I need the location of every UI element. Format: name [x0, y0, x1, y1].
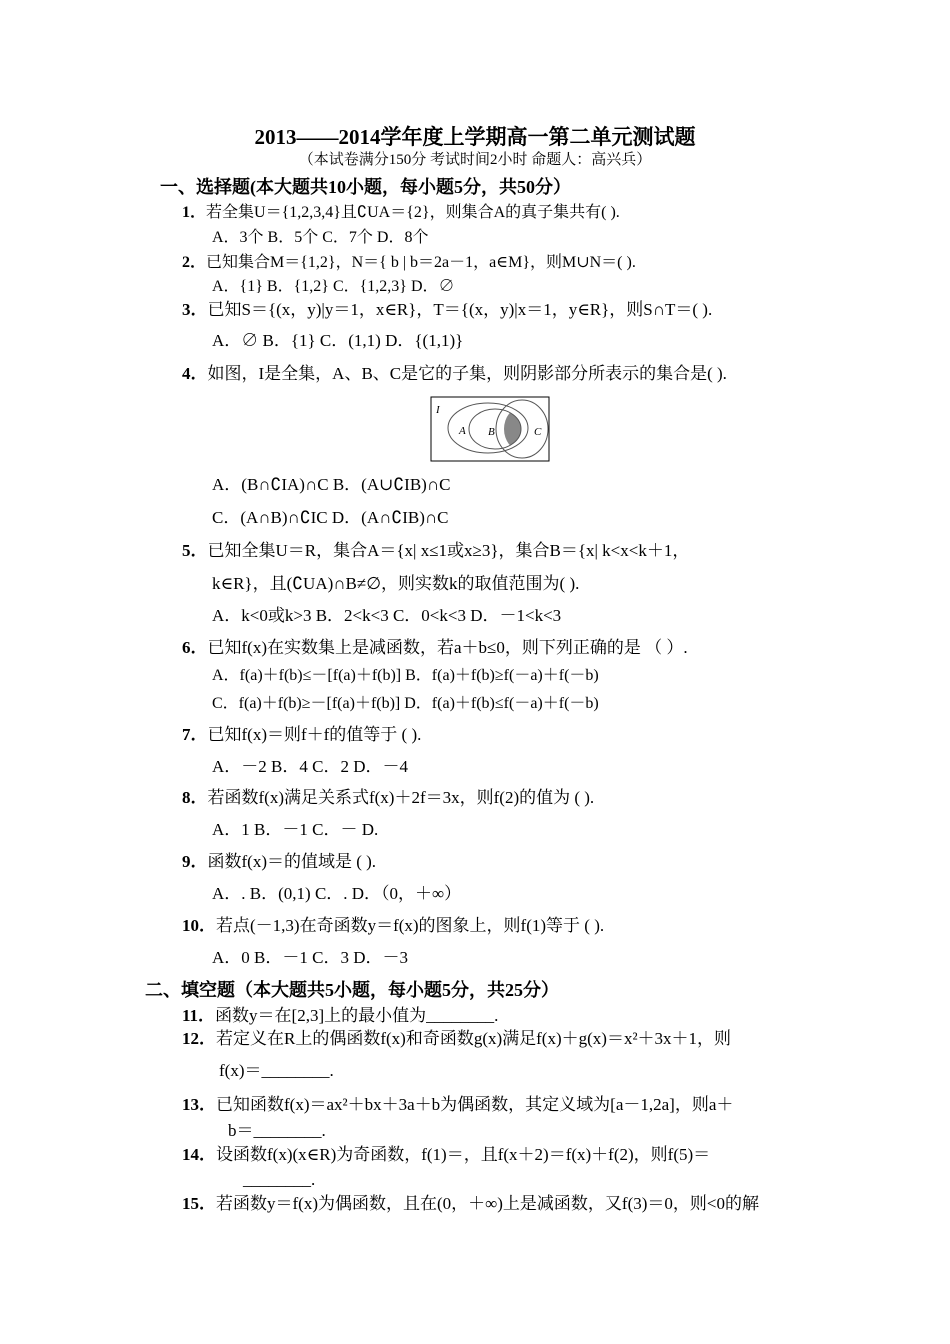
question-number: 2．: [182, 254, 207, 271]
question-text: 如图，I是全集，A、B、C是它的子集，则阴影部分所表示的集合是( ).: [207, 364, 727, 383]
question-5-continued: k∈R}，且(∁UA)∩B≠∅，则实数k的取值范围为( ).: [212, 574, 580, 593]
question-4-options-row2: C．(A∩B)∩∁IC D．(A∩∁IB)∩C: [212, 508, 449, 527]
question-text: 若函数f(x)满足关系式f(x)＋2f＝3x，则f(2)的值为 ( ).: [207, 788, 595, 807]
question-text: 已知f(x)＝则f＋f的值等于 ( ).: [207, 725, 422, 744]
question-3-options: A．∅ B．{1} C．(1,1) D．{(1,1)}: [212, 331, 464, 350]
question-14-continued: ________.: [243, 1170, 316, 1189]
label-c: C: [534, 426, 542, 438]
question-2: [182, 253, 636, 272]
question-7-options: A．－2 B．4 C．2 D．－4: [212, 757, 408, 776]
question-text: 已知f(x)在实数集上是减函数，若a＋b≤0，则下列正确的是 （ ）.: [207, 638, 688, 657]
question-13: [182, 1095, 733, 1115]
question-number: 10．: [182, 916, 216, 935]
question-5: [182, 541, 689, 561]
question-2-options: A．{1} B．{1,2} C．{1,2,3} D．∅: [212, 278, 455, 295]
section-heading-fill: 二、填空题（本大题共5小题，每小题5分，共25分）: [145, 980, 559, 1000]
question-8: [182, 788, 594, 808]
venn-diagram: [430, 396, 550, 462]
question-10-options: A．0 B．－1 C．3 D．－3: [212, 948, 408, 967]
question-3: [182, 300, 712, 320]
question-number: 13．: [182, 1095, 216, 1114]
question-number: 3．: [182, 300, 208, 319]
page-subtitle: （本试卷满分150分 考试时间2小时 命题人：高兴兵）: [298, 152, 652, 168]
question-number: 12．: [182, 1029, 216, 1048]
question-number: 4．: [182, 364, 208, 383]
question-9-options: A．. B．(0,1) C．. D．（0，＋∞）: [212, 884, 462, 903]
question-text: 若点(－1,3)在奇函数y＝f(x)的图象上，则f(1)等于 ( ).: [216, 916, 605, 935]
question-10: [182, 916, 604, 936]
question-number: 7．: [182, 725, 208, 744]
question-4-options-row1: A．(B∩∁IA)∩C B．(A∪∁IB)∩C: [212, 475, 451, 494]
question-text: 函数y＝在[2,3]上的最小值为________.: [215, 1006, 499, 1025]
question-number: 6．: [182, 638, 208, 657]
question-6: [182, 638, 688, 658]
question-6-options-row2: C．f(a)＋f(b)≥－[f(a)＋f(b)] D．f(a)＋f(b)≤f(－a)＋f(－b): [212, 695, 599, 712]
question-8-options: A．1 B．－1 C．－ D.: [212, 820, 379, 839]
question-1-options: A．3个 B．5个 C．7个 D．8个: [212, 229, 429, 246]
label-i: I: [436, 404, 440, 416]
question-number: 11．: [182, 1006, 216, 1025]
question-9: [182, 852, 376, 872]
label-b: B: [488, 426, 495, 438]
question-text: 已知函数f(x)＝ax²＋bx＋3a＋b为偶函数，其定义域为[a－1,2a]，则a＋: [216, 1095, 734, 1114]
question-text: 若定义在R上的偶函数f(x)和奇函数g(x)满足f(x)＋g(x)＝x²＋3x＋1，则: [216, 1029, 732, 1048]
question-number: 15．: [182, 1194, 216, 1213]
label-a: A: [459, 425, 466, 437]
question-number: 5．: [182, 541, 208, 560]
question-text: 若全集U＝{1,2,3,4}且∁UA＝{2}，则集合A的真子集共有( ).: [206, 204, 620, 221]
question-13-continued: b＝________.: [228, 1121, 326, 1140]
question-text: 已知集合M＝{1,2}，N＝{ b | b＝2a－1，a∈M}，则M∪N＝( ).: [206, 254, 636, 271]
question-text: 设函数f(x)(x∈R)为奇函数，f(1)＝，且f(x＋2)＝f(x)＋f(2)，则f(5)＝: [216, 1145, 711, 1164]
question-text: 若函数y＝f(x)为偶函数，且在(0，＋∞)上是减函数，又f(3)＝0，则<0的解: [216, 1194, 759, 1213]
question-15: [182, 1194, 759, 1214]
question-number: 9．: [182, 852, 208, 871]
question-6-options-row1: A．f(a)＋f(b)≤－[f(a)＋f(b)] B．f(a)＋f(b)≥f(－a)＋f(－b): [212, 667, 599, 684]
question-number: 8．: [182, 788, 208, 807]
question-12-continued: f(x)＝________.: [219, 1061, 334, 1080]
question-14: [182, 1145, 710, 1165]
question-1: [182, 203, 620, 222]
question-number: 1．: [182, 204, 207, 221]
question-11: [182, 1006, 498, 1026]
page-title: 2013——2014学年度上学期高一第二单元测试题: [254, 125, 696, 149]
question-5-options: A．k<0或k>3 B．2<k<3 C．0<k<3 D．－1<k<3: [212, 606, 562, 625]
question-4: [182, 364, 727, 384]
question-12: [182, 1029, 731, 1049]
question-text: 函数f(x)＝的值域是 ( ).: [207, 852, 377, 871]
question-7: [182, 725, 421, 745]
question-number: 14．: [182, 1145, 216, 1164]
question-text: 已知全集U＝R，集合A＝{x| x≤1或x≥3}，集合B＝{x| k<x<k＋1，: [207, 541, 690, 560]
question-text: 已知S＝{(x，y)|y＝1，x∈R}，T＝{(x，y)|x＝1，y∈R}，则S∩T＝( ).: [207, 300, 713, 319]
section-heading-choice: 一、选择题(本大题共10小题，每小题5分，共50分）: [160, 177, 571, 197]
